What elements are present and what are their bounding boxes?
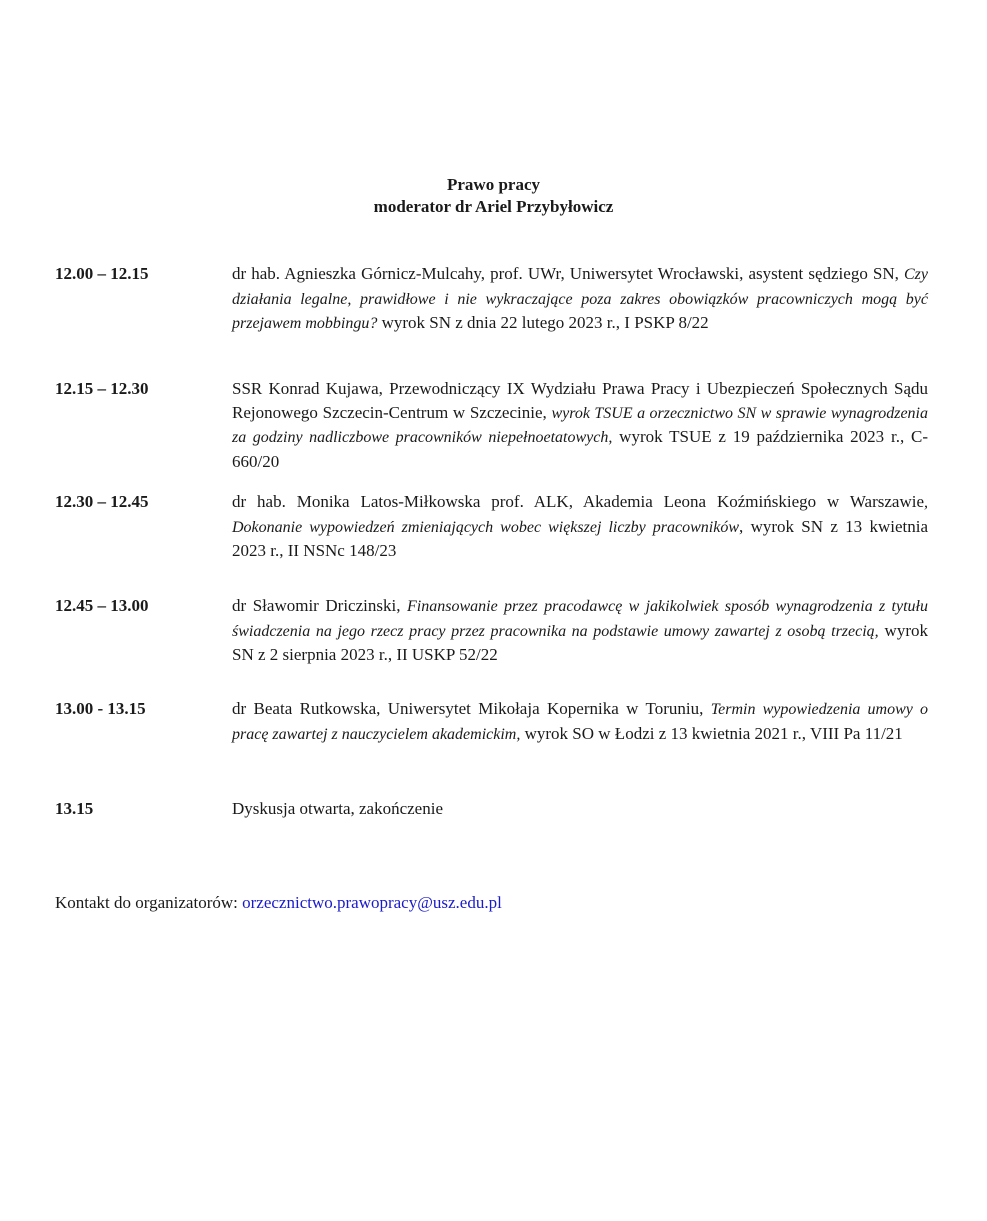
speaker-affiliation: SSR Konrad Kujawa, Przewodniczący IX Wydziału Prawa Pracy i Ubezpieczeń Społecznych Sądu Rejonowego Szczecin-Centrum w Szczecinie, [232, 379, 928, 422]
case-reference: wyrok TSUE z 19 października 2023 r., C-660/20 [232, 427, 929, 471]
talk-title: Termin wypowiedzenia umowy o pracę zawartej z nauczycielem akademickim, [232, 701, 928, 743]
section-title: Prawo pracy [446, 175, 540, 194]
time-slot: 13.15 [55, 799, 94, 818]
schedule-item [55, 377, 928, 473]
schedule-item [55, 490, 928, 563]
speaker-affiliation: dr Beata Rutkowska, Uniwersytet Mikołaja Kopernika w Toruniu, [232, 699, 711, 718]
time-slot: 13.00 - 13.15 [55, 699, 146, 718]
session-description [232, 797, 928, 821]
talk-title: , Dokonanie wypowiedzeń zmieniających wobec większej liczby pracowników [232, 494, 928, 536]
speaker-affiliation: dr Sławomir Driczinski, [232, 596, 408, 615]
session-description [232, 490, 928, 563]
case-reference: , wyrok SN z 13 kwietnia 2023 r., II NSNc 148/23 [232, 516, 928, 560]
section-header [0, 174, 987, 218]
session-description [232, 594, 928, 667]
session-description [232, 377, 928, 473]
time-slot: 12.45 – 13.00 [55, 596, 149, 615]
case-reference: wyrok SO w Łodzi z 13 kwietnia 2021 r., VIII Pa 11/21 [520, 723, 903, 743]
schedule-item [55, 797, 928, 821]
talk-title: wyrok TSUE a orzecznictwo SN w sprawie wynagrodzenia za godziny nadliczbowe pracowników niepełnoetatowych, [232, 404, 929, 446]
schedule-item [55, 262, 928, 336]
case-reference: wyrok SN z dnia 22 lutego 2023 r., I PSKP 8/22 [377, 313, 709, 332]
time-slot: 12.30 – 12.45 [55, 492, 149, 511]
session-description [232, 262, 928, 336]
time-slot: 12.00 – 12.15 [55, 264, 149, 283]
schedule-item [55, 594, 928, 667]
talk-title: Finansowanie przez pracodawcę w jakikolwiek sposób wynagrodzenia z tytułu świadczenia na jego rzecz pracy przez pracownika na podstawie umowy zawartej z osobą trzecią, [232, 598, 928, 640]
speaker-affiliation: dr hab. Agnieszka Górnicz-Mulcahy, prof. UWr, Uniwersytet Wrocławski, asystent sędziego SN, [232, 264, 904, 283]
session-description [232, 697, 928, 746]
contact-email-link[interactable]: orzecznictwo.prawopracy@usz.edu.pl [242, 893, 502, 912]
contact-label: Kontakt do organizatorów: [55, 893, 243, 912]
closing-text: Dyskusja otwarta, zakończenie [232, 799, 443, 818]
moderator-line: moderator dr Ariel Przybyłowicz [373, 197, 614, 216]
schedule-item [55, 697, 928, 746]
time-slot: 12.15 – 12.30 [55, 379, 149, 398]
speaker-affiliation: dr hab. Monika Latos-Miłkowska prof. ALK, Akademia Leona Koźmińskiego w Warszawie [232, 492, 924, 511]
case-reference: wyrok SN z 2 sierpnia 2023 r., II USKP 52/22 [232, 620, 928, 664]
talk-title: Czy działania legalne, prawidłowe i nie wykraczające poza zakres obowiązków pracowniczych mogą być przejawem mobbingu? [232, 266, 928, 332]
contact-line [55, 891, 502, 914]
